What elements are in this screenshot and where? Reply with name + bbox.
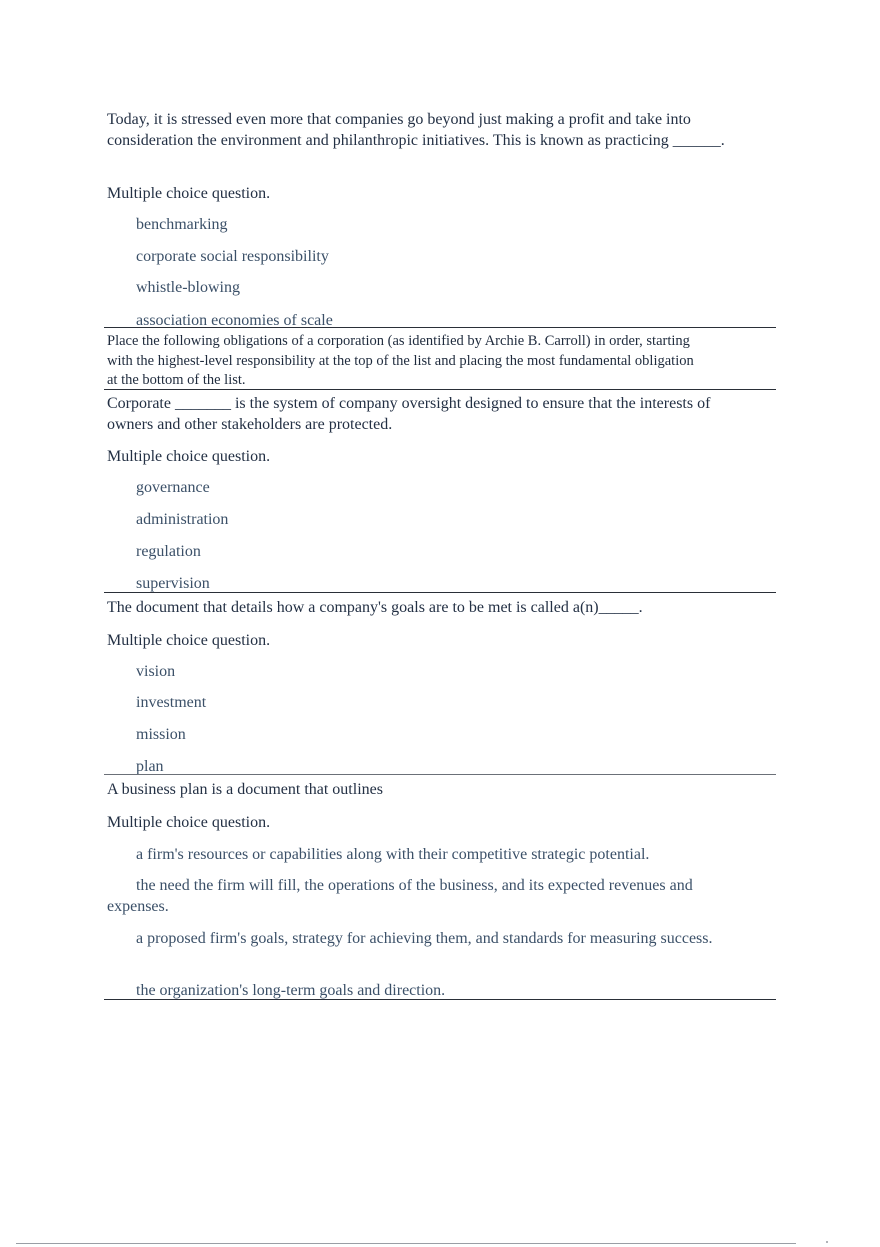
footer-mark bbox=[826, 1241, 828, 1243]
answer-option[interactable]: a proposed firm's goals, strategy for achieving them, and standards for measuring success. bbox=[136, 930, 713, 947]
answer-option[interactable]: benchmarking bbox=[136, 216, 228, 233]
question-text: The document that details how a company's goals are to be met is called a(n)_____. bbox=[107, 599, 643, 616]
question-divider bbox=[104, 389, 776, 390]
question-divider bbox=[104, 774, 776, 775]
answer-option[interactable]: vision bbox=[136, 663, 176, 680]
question-type-label: Multiple choice question. bbox=[107, 814, 271, 831]
answer-option[interactable]: corporate social responsibility bbox=[136, 248, 329, 265]
question-text: A business plan is a document that outlines bbox=[107, 781, 383, 798]
answer-option[interactable]: whistle-blowing bbox=[136, 279, 240, 296]
answer-option[interactable]: a firm's resources or capabilities along with their competitive strategic potential. bbox=[136, 846, 650, 863]
question-text: Corporate _______ is the system of company oversight designed to ensure that the interests of owners and other stakeholders are protected. bbox=[107, 395, 711, 433]
question-type-label: Multiple choice question. bbox=[107, 632, 271, 649]
answer-option[interactable]: regulation bbox=[136, 543, 201, 560]
question-type-label: Multiple choice question. bbox=[107, 448, 271, 465]
answer-option[interactable]: association economies of scale bbox=[136, 312, 333, 329]
question-divider bbox=[104, 999, 776, 1000]
answer-option[interactable]: administration bbox=[136, 511, 229, 528]
question-divider bbox=[104, 592, 776, 593]
answer-option[interactable]: mission bbox=[136, 726, 186, 743]
footer-rule bbox=[16, 1243, 796, 1244]
answer-option[interactable]: governance bbox=[136, 479, 210, 496]
question-text: Place the following obligations of a corporation (as identified by Archie B. Carroll) in order, starting with the highest-level responsibility at the top of the list and placing the most fundamental obligation at the bottom of the list. bbox=[107, 333, 694, 388]
question-text: Today, it is stressed even more that companies go beyond just making a profit and take into consideration the environment and philanthropic initiatives. This is known as practicing ______. bbox=[107, 111, 725, 149]
answer-option[interactable]: the organization's long-term goals and direction. bbox=[136, 982, 446, 999]
question-divider bbox=[104, 327, 776, 328]
question-type-label: Multiple choice question. bbox=[107, 185, 271, 202]
answer-option[interactable]: the need the firm will fill, the operations of the business, and its expected revenues and expenses. bbox=[107, 877, 693, 915]
answer-option[interactable]: supervision bbox=[136, 575, 210, 592]
answer-option[interactable]: plan bbox=[136, 758, 164, 775]
answer-option[interactable]: investment bbox=[136, 694, 207, 711]
